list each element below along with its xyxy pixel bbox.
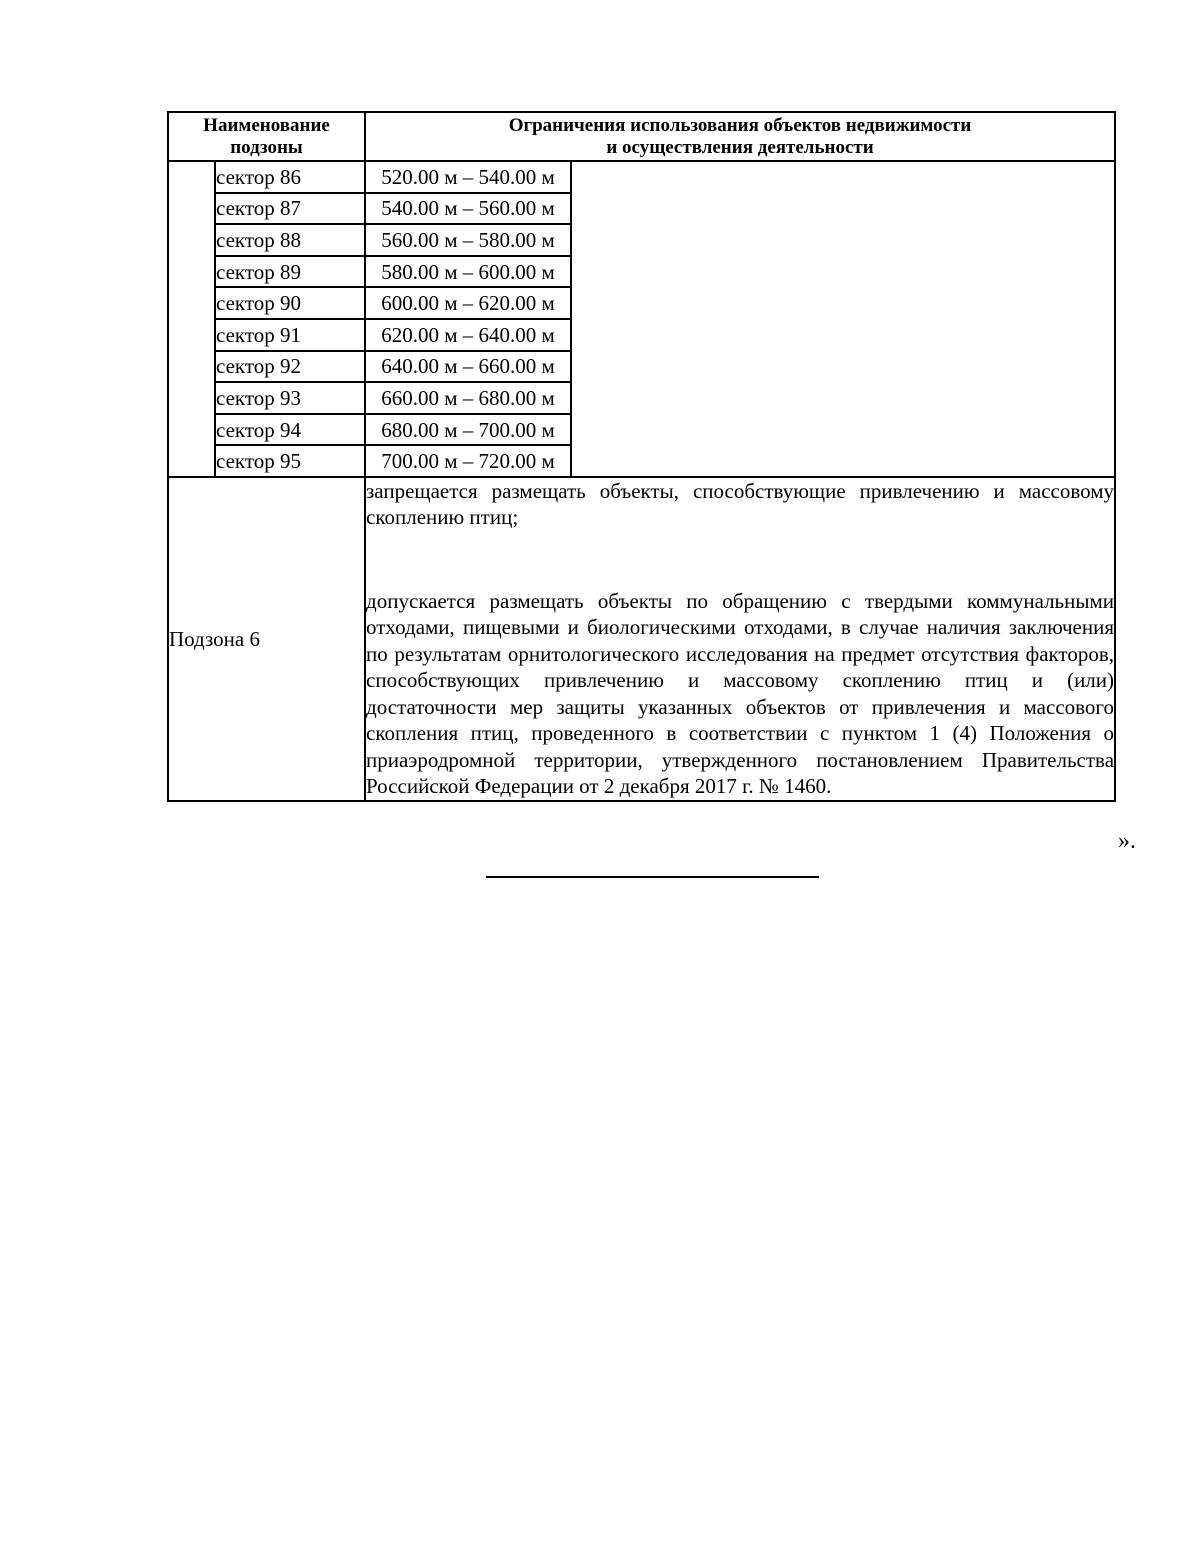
sector-name: сектор 92 (215, 351, 365, 383)
sector-name: сектор 86 (215, 161, 365, 193)
sector-name: сектор 95 (215, 445, 365, 477)
subzone-row (168, 477, 1115, 801)
sector-range: 640.00 м – 660.00 м (365, 351, 571, 383)
header-subzone-name-line1: Наименование (203, 114, 330, 136)
header-subzone-name-line2: подзоны (230, 136, 303, 158)
sector-range: 680.00 м – 700.00 м (365, 414, 571, 446)
table-row (168, 161, 1115, 193)
sector-group-empty-cell (571, 161, 1115, 477)
sector-range: 580.00 м – 600.00 м (365, 256, 571, 288)
end-separator-line (486, 876, 819, 878)
sector-name: сектор 90 (215, 287, 365, 319)
header-subzone-name (168, 112, 365, 161)
sector-group-blank-cell (168, 161, 215, 477)
sector-name: сектор 88 (215, 224, 365, 256)
header-restrictions-line2: и осуществления деятельности (606, 136, 874, 158)
sector-name: сектор 91 (215, 319, 365, 351)
restriction-prohibited: запрещается размещать объекты, способствующие привлечению и массовому скоплению птиц; (366, 478, 1115, 530)
sector-range: 520.00 м – 540.00 м (365, 161, 571, 193)
restrictions-table (167, 111, 1116, 802)
sector-range: 540.00 м – 560.00 м (365, 193, 571, 225)
sector-range: 700.00 м – 720.00 м (365, 445, 571, 477)
sector-name: сектор 93 (215, 382, 365, 414)
sector-range: 600.00 м – 620.00 м (365, 287, 571, 319)
sector-range: 660.00 м – 680.00 м (365, 382, 571, 414)
table-header-row (168, 112, 1115, 161)
header-restrictions (365, 112, 1115, 161)
sector-name: сектор 94 (215, 414, 365, 446)
sector-range: 620.00 м – 640.00 м (365, 319, 571, 351)
subzone-restrictions (365, 477, 1115, 801)
sector-name: сектор 87 (215, 193, 365, 225)
subzone-name: Подзона 6 (168, 477, 365, 801)
sector-name: сектор 89 (215, 256, 365, 288)
closing-quote-mark: ». (1118, 828, 1136, 854)
restriction-permitted: допускается размещать объекты по обращению с твердыми коммунальными отходами, пищевыми и биологическими отходами, в случае наличия заключения по результатам орнитологического исследования на предмет отсутствия факторов, способствующих привлечению и массовому скоплению птиц и (или) достаточности мер защиты указанных объектов от привлечения и массового скопления птиц, проведенного в соответствии с пунктом 1 (4) Положения о приаэродромной территории, утвержденного постановлением Правительства Российской Федерации от 2 декабря 2017 г. № 1460. (366, 588, 1115, 799)
header-restrictions-line1: Ограничения использования объектов недвижимости (508, 114, 972, 136)
sector-range: 560.00 м – 580.00 м (365, 224, 571, 256)
